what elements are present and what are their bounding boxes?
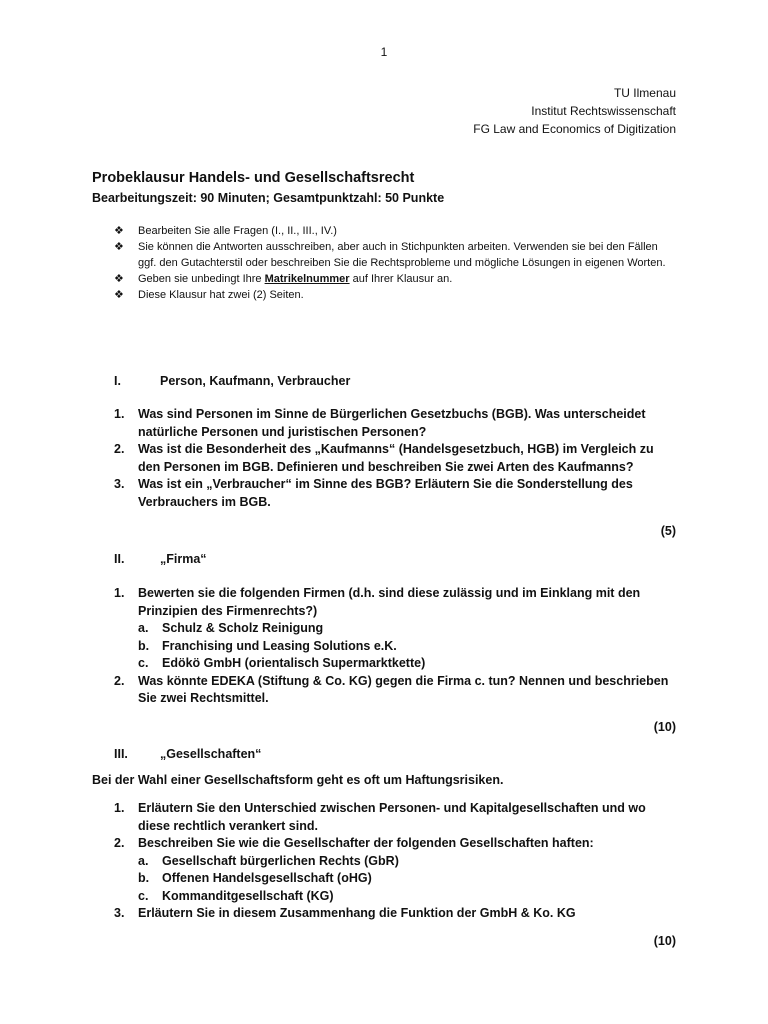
- section-numeral: I.: [114, 374, 121, 388]
- question-text: Was sind Personen im Sinne de Bürgerlichen Gesetzbuchs (BGB). Was unterscheidet natürliche Personen und juristischen Personen?: [138, 407, 646, 439]
- instruction-emphasis: Matrikelnummer: [264, 273, 350, 285]
- question-text: Beschreiben Sie wie die Gesellschafter der folgenden Gesellschaften haften:: [138, 836, 594, 850]
- section-heading: [114, 373, 350, 390]
- sub-question-text: Schulz & Scholz Reinigung: [162, 621, 324, 635]
- question-item: [114, 800, 679, 835]
- diamond-bullet-icon: ❖: [114, 241, 124, 253]
- section-points: (10): [653, 720, 676, 734]
- question-item: [114, 835, 679, 905]
- section-numeral: II.: [114, 552, 125, 566]
- question-number: 1.: [114, 801, 125, 815]
- question-number: 3.: [114, 477, 125, 491]
- sub-question-letter: a.: [138, 853, 149, 868]
- exam-subtitle: Bearbeitungszeit: 90 Minuten; Gesamtpunktzahl: 50 Punkte: [92, 191, 445, 205]
- instruction-text: Sie können die Antworten ausschreiben, aber auch in Stichpunkten arbeiten. Verwenden sie bei den Fällen ggf. den Gutachterstil oder beschreiben Sie die Rechtsprobleme und mögliche Lösungen in eigenen Worten.: [138, 241, 666, 269]
- section-intro: Bei der Wahl einer Gesellschaftsform geht es oft um Haftungsrisiken.: [92, 773, 504, 787]
- question-text: Was ist ein „Verbraucher“ im Sinne des BGB? Erläutern Sie die Sonderstellung des Verbrauchers im BGB.: [138, 477, 633, 509]
- sub-question-text: Offenen Handelsgesellschaft (oHG): [162, 871, 372, 885]
- sub-question-text: Gesellschaft bürgerlichen Rechts (GbR): [162, 853, 399, 868]
- section-title: „Gesellschaften“: [160, 747, 262, 761]
- sub-question-text: Edökö GmbH (orientalisch Supermarktkette): [162, 656, 426, 670]
- question-number: 1.: [114, 586, 125, 600]
- section-heading: [114, 746, 261, 763]
- sub-question-item: [138, 888, 679, 906]
- instruction-text-post: auf Ihrer Klausur an.: [349, 273, 453, 285]
- question-list: [114, 585, 679, 708]
- sub-question-item: [138, 870, 679, 888]
- exam-title: Probeklausur Handels- und Gesellschaftsrecht: [92, 170, 415, 186]
- question-text: Erläutern Sie in diesem Zusammenhang die Funktion der GmbH & Ko. KG: [138, 906, 576, 920]
- section-numeral: III.: [114, 747, 128, 761]
- diamond-bullet-icon: ❖: [114, 273, 124, 285]
- diamond-bullet-icon: ❖: [114, 225, 124, 237]
- question-item: [114, 441, 679, 476]
- question-item: [114, 406, 679, 441]
- institution-institute: Institut Rechtswissenschaft: [531, 104, 676, 118]
- question-item: [114, 905, 679, 923]
- section-heading: [114, 551, 207, 568]
- instruction-text: Bearbeiten Sie alle Fragen (I., II., III., IV.): [138, 225, 337, 237]
- instructions-list: [114, 223, 679, 303]
- section-title: Person, Kaufmann, Verbraucher: [160, 374, 351, 388]
- sub-question-letter: a.: [138, 621, 149, 635]
- question-list: [114, 800, 679, 923]
- question-number: 3.: [114, 906, 125, 920]
- sub-question-letter: b.: [138, 638, 150, 653]
- question-item: [114, 476, 679, 511]
- question-item: [114, 585, 679, 673]
- sub-question-letter: c.: [138, 656, 149, 670]
- question-text: Erläutern Sie den Unterschied zwischen Personen- und Kapitalgesellschaften und wo diese rechtlich verankert sind.: [138, 801, 646, 833]
- question-text: Was ist die Besonderheit des „Kaufmanns“ (Handelsgesetzbuch, HGB) im Vergleich zu den Personen im BGB. Definieren und beschreiben Sie zwei Arten des Kaufmanns?: [138, 442, 654, 474]
- question-item: [114, 673, 679, 708]
- section-points: (10): [653, 934, 676, 948]
- instruction-item: [114, 271, 679, 287]
- instruction-item: [114, 223, 679, 239]
- sub-question-list: [138, 853, 679, 906]
- diamond-bullet-icon: ❖: [114, 289, 124, 301]
- question-text: Bewerten sie die folgenden Firmen (d.h. sind diese zulässig und im Einklang mit den Prinzipien des Firmenrechts?): [138, 586, 641, 618]
- institution-university: TU Ilmenau: [613, 86, 676, 100]
- question-text: Was könnte EDEKA (Stiftung & Co. KG) gegen die Firma c. tun? Nennen und beschrieben Sie zwei Rechtsmittel.: [138, 673, 669, 705]
- instruction-item: [114, 239, 679, 271]
- institution-block: [473, 84, 676, 138]
- sub-question-text: Franchising und Leasing Solutions e.K.: [162, 638, 397, 653]
- instruction-text: Diese Klausur hat zwei (2) Seiten.: [138, 289, 304, 301]
- instruction-item: [114, 287, 679, 303]
- institution-department: FG Law and Economics of Digitization: [473, 122, 676, 136]
- section-points: (5): [660, 524, 676, 538]
- sub-question-item: [138, 853, 679, 871]
- section-title: „Firma“: [160, 552, 207, 566]
- sub-question-item: [138, 655, 679, 673]
- sub-question-letter: c.: [138, 888, 149, 903]
- page-number: 1: [380, 45, 388, 59]
- question-number: 2.: [114, 673, 125, 688]
- instruction-text-pre: Geben sie unbedingt Ihre: [138, 273, 265, 285]
- sub-question-letter: b.: [138, 871, 150, 885]
- question-number: 2.: [114, 836, 125, 850]
- sub-question-text: Kommanditgesellschaft (KG): [162, 888, 334, 903]
- question-list: [114, 406, 679, 511]
- sub-question-list: [138, 620, 679, 673]
- sub-question-item: [138, 620, 679, 638]
- sub-question-item: [138, 638, 679, 656]
- question-number: 2.: [114, 442, 125, 456]
- question-number: 1.: [114, 407, 125, 421]
